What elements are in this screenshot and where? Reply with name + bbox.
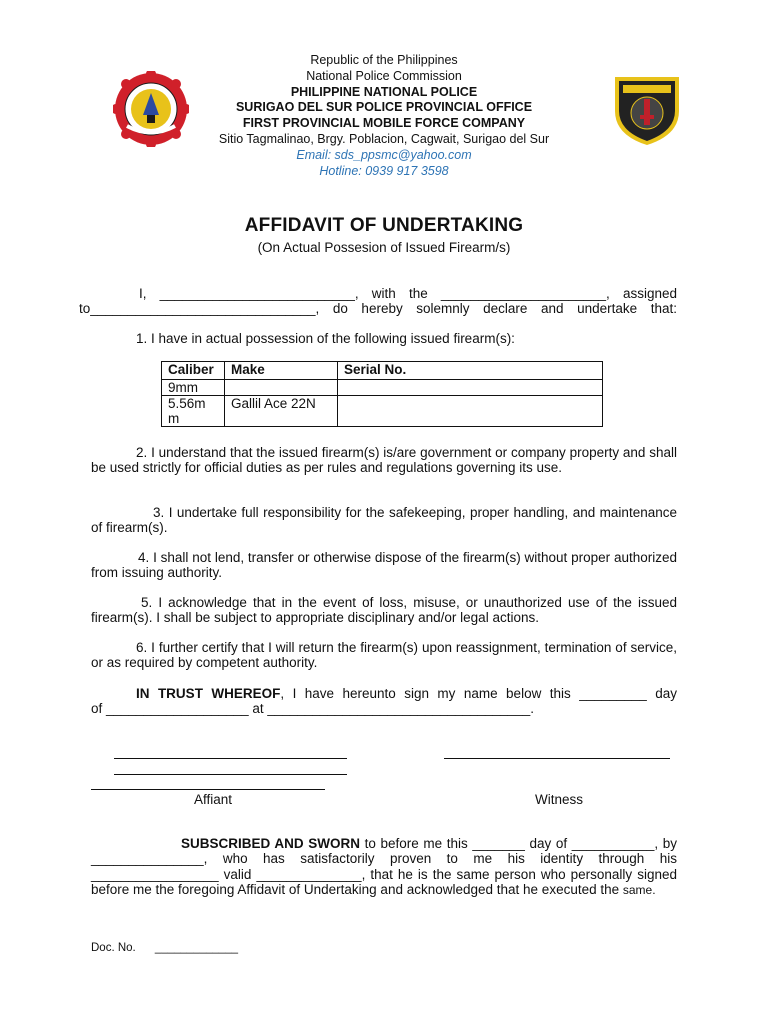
header-email: Email: sds_ppsmc@yahoo.com bbox=[296, 147, 472, 162]
affiant-signature-line bbox=[114, 774, 347, 775]
firearms-table bbox=[161, 361, 603, 427]
header-commission: National Police Commission bbox=[306, 68, 462, 83]
header-pnp: PHILIPPINE NATIONAL POLICE bbox=[290, 84, 478, 99]
affiant-signature-line bbox=[91, 789, 325, 790]
col-serial: Serial No. bbox=[338, 362, 603, 380]
item-4: 4. I shall not lend, transfer or otherwise dispose of the firearm(s) without proper authorized from issuing authority. bbox=[91, 550, 677, 581]
witness-label: Witness bbox=[535, 792, 584, 807]
trust-bold: IN TRUST WHEREOF bbox=[136, 686, 281, 701]
table-cell: Gallil Ace 22N bbox=[225, 396, 338, 427]
trust-line-1 bbox=[136, 686, 677, 701]
table-cell bbox=[338, 380, 603, 396]
affiant-label: Affiant bbox=[194, 792, 233, 807]
table-row bbox=[162, 380, 603, 396]
doc-no-blank: _____________ bbox=[154, 942, 239, 954]
intro-line-2: to______________________________, do hereby solemnly declare and undertake that: bbox=[79, 301, 677, 316]
item-1: 1. I have in actual possession of the following issued firearm(s): bbox=[136, 331, 515, 346]
jurat-text: to before me this _______ day of ___________, by _______________, who has satisfactorily proven to me his identity through his _________________ valid ______________, that he is the same person who personally signed before me the foregoing Affidavit of Undertaking and acknowledged that he executed the bbox=[91, 836, 677, 897]
header-republic: Republic of the Philippines bbox=[310, 53, 458, 67]
header-hotline: Hotline: 0939 917 3598 bbox=[319, 163, 449, 178]
jurat-last-word: same. bbox=[622, 882, 656, 897]
intro-line-1: I, __________________________, with the ______________________, assigned bbox=[139, 286, 677, 301]
table-cell bbox=[225, 380, 338, 396]
item-6: 6. I further certify that I will return the firearm(s) upon reassignment, termination of service, or as required by competent authority. bbox=[91, 640, 677, 671]
document-title: AFFIDAVIT OF UNDERTAKING bbox=[244, 215, 524, 236]
header-address: Sitio Tagmalinao, Brgy. Poblacion, Cagwait, Surigao del Sur bbox=[218, 131, 550, 146]
witness-signature-line bbox=[444, 758, 670, 759]
affiant-signature-line bbox=[114, 758, 347, 759]
doc-no-label: Doc. No. bbox=[91, 942, 136, 954]
jurat-paragraph bbox=[91, 836, 677, 898]
table-cell: 5.56m m bbox=[162, 396, 225, 427]
trust-rest: , I have hereunto sign my name below this _________ day bbox=[280, 686, 677, 701]
jurat-bold: SUBSCRIBED AND SWORN bbox=[181, 836, 360, 851]
trust-line-2: of ___________________ at ___________________________________. bbox=[91, 701, 534, 716]
item-2: 2. I understand that the issued firearm(s) is/are government or company property and shall be used strictly for official duties as per rules and regulations governing its use. bbox=[91, 445, 677, 476]
letterhead bbox=[0, 53, 768, 179]
table-cell bbox=[338, 396, 603, 427]
item-5: 5. I acknowledge that in the event of loss, misuse, or unauthorized use of the issued firearm(s). I shall be subject to appropriate disciplinary and/or legal actions. bbox=[91, 595, 677, 626]
header-provincial-office: SURIGAO DEL SUR POLICE PROVINCIAL OFFICE bbox=[235, 100, 533, 115]
col-make: Make bbox=[225, 362, 338, 380]
col-caliber: Caliber bbox=[162, 362, 225, 380]
document-subtitle: (On Actual Possesion of Issued Firearm/s) bbox=[257, 240, 511, 255]
table-header-row bbox=[162, 362, 603, 380]
item-3: 3. I undertake full responsibility for the safekeeping, proper handling, and maintenance of firearm(s). bbox=[91, 505, 677, 536]
doc-no bbox=[91, 942, 238, 954]
header-company: FIRST PROVINCIAL MOBILE FORCE COMPANY bbox=[242, 116, 526, 131]
table-row bbox=[162, 396, 603, 427]
table-cell: 9mm bbox=[162, 380, 225, 396]
